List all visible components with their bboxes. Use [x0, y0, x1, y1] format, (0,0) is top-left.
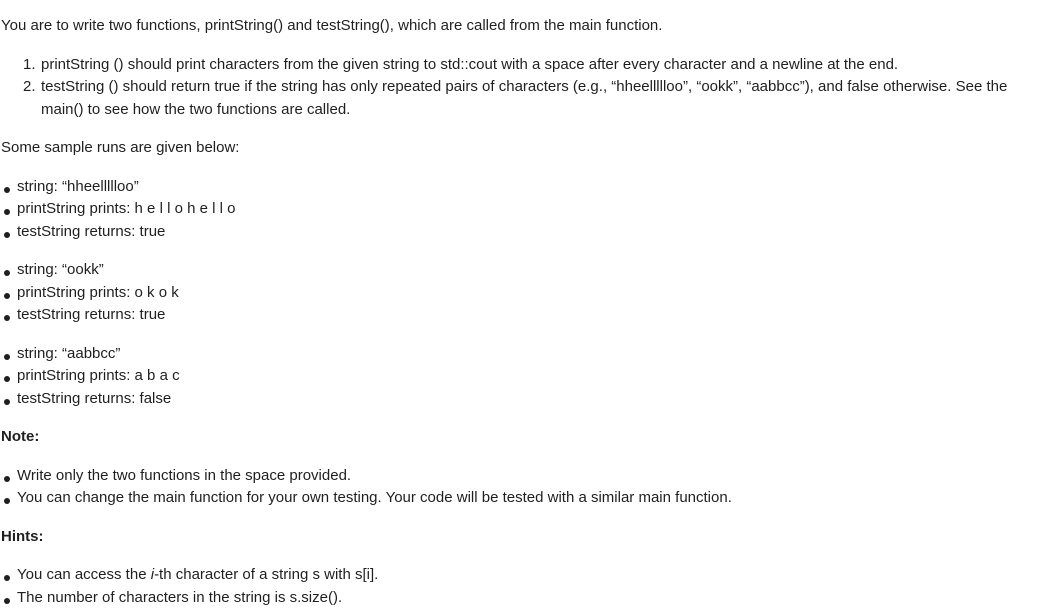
sample-2-print: printString prints: o k o k — [17, 284, 179, 301]
sample-2-string: string: “ookk” — [17, 261, 104, 278]
sample-intro-text: Some sample runs are given below: — [1, 139, 240, 156]
hint-item-2: The number of characters in the string is s.size(). — [17, 589, 343, 606]
note-item-2: You can change the main function for your own testing. Your code will be tested with a similar main function. — [17, 489, 732, 506]
hints-heading: Hints: — [1, 528, 44, 545]
sample-3-string: string: “aabbcc” — [17, 345, 121, 362]
list-item-continuation: main() to see how the two functions are called. — [41, 101, 351, 118]
sample-1-print: printString prints: h e l l o h e l l o — [17, 200, 236, 217]
hint-item-1: You can access the i-th character of a string s with s[i]. — [17, 566, 379, 583]
note-item-1: Write only the two functions in the space provided. — [17, 467, 352, 484]
sample-3-test: testString returns: false — [17, 390, 172, 407]
ordered-list-item-1 — [23, 55, 898, 75]
sample-3-print: printString prints: a b a c — [17, 367, 180, 384]
list-item-text: printString () should print characters from the given string to std::cout with a space after every character and a newline at the end. — [41, 56, 899, 73]
list-number: 1. — [23, 56, 36, 73]
list-number: 2. — [23, 78, 36, 95]
ordered-list-item-2 — [23, 77, 1007, 97]
sample-2-test: testString returns: true — [17, 306, 166, 323]
sample-1-test: testString returns: true — [17, 223, 166, 240]
intro-text: You are to write two functions, printString() and testString(), which are called from the main function. — [1, 17, 663, 34]
sample-1-string: string: “hheellllloo” — [17, 178, 139, 195]
list-item-text: testString () should return true if the string has only repeated pairs of characters (e.g., “hheellllloo”, “ookk”, “aabbcc”), and false otherwise. See the — [41, 78, 1008, 95]
note-heading: Note: — [1, 428, 40, 445]
